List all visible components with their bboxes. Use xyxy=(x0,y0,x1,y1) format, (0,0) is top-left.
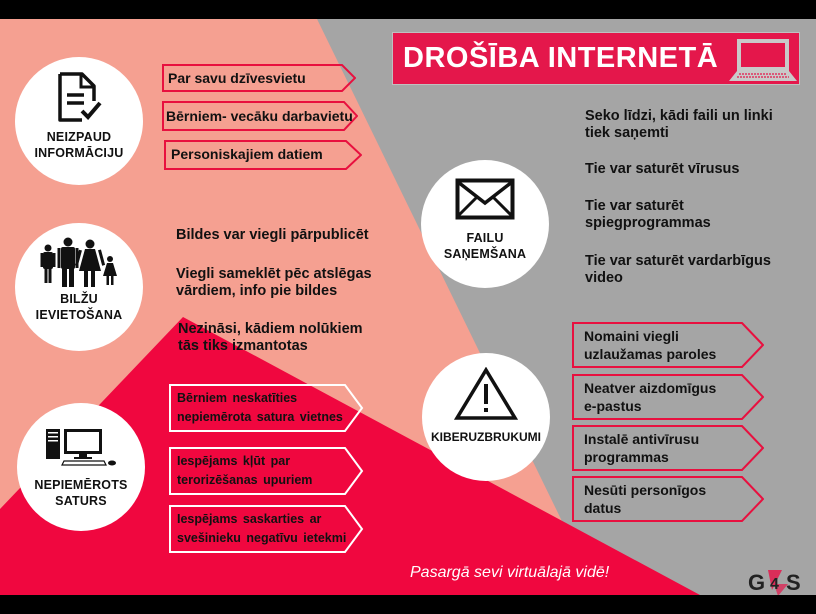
info-item-text: Par savu dzīvesvietu xyxy=(168,70,306,86)
photos-item-line: tās tiks izmantotas xyxy=(178,338,308,354)
document-check-icon xyxy=(54,71,104,123)
info-label-line2: INFORMĀCIJU xyxy=(34,146,124,160)
cyber-item-line: Nomaini viegli xyxy=(584,328,679,344)
content-item-text xyxy=(177,389,343,427)
files-item-line: tiek saņemti xyxy=(585,125,669,141)
cyber-item-text xyxy=(584,481,706,517)
photos-item-line: Nezināsi, kādiem nolūkiem xyxy=(178,321,363,337)
photos-circle xyxy=(15,223,143,351)
envelope-icon xyxy=(455,178,515,220)
files-circle xyxy=(421,160,549,288)
files-item-4 xyxy=(585,253,771,287)
cyber-item-line: Instalē antivīrusu xyxy=(584,431,700,447)
info-item-3 xyxy=(164,140,362,170)
page-title: DROŠĪBA INTERNETĀ xyxy=(403,42,719,74)
family-icon xyxy=(39,237,119,289)
info-item-2 xyxy=(162,101,358,131)
info-label-line1: NEIZPAUD xyxy=(46,130,112,144)
warning-triangle-icon xyxy=(454,367,518,421)
cyber-item-3 xyxy=(572,425,764,471)
cyber-label: KIBERUZBRUKUMI xyxy=(431,430,541,444)
content-item-line: terorizēšanas upuriem xyxy=(177,473,313,487)
content-item-1 xyxy=(169,384,364,432)
cyber-item-line: datus xyxy=(584,500,622,516)
cyber-item-2 xyxy=(572,374,764,420)
content-item-line: nepiemērota satura vietnes xyxy=(177,410,343,424)
info-item-text: Personiskajiem datiem xyxy=(171,146,323,162)
photos-label-line1: BILŽU xyxy=(60,292,98,306)
files-item-line: spiegprogrammas xyxy=(585,215,711,231)
photos-item-line: Bildes var viegli pārpublicēt xyxy=(176,227,369,243)
cyber-item-4 xyxy=(572,476,764,522)
laptop-icon xyxy=(729,37,799,83)
cyber-item-text xyxy=(584,430,699,466)
content-label-line1: NEPIEMĒROTS xyxy=(34,478,128,492)
files-item-line: Seko līdzi, kādi faili un linki xyxy=(585,108,773,124)
content-item-text xyxy=(177,452,312,490)
slogan: Pasargā sevi virtuālajā vidē! xyxy=(410,564,610,581)
content-item-2 xyxy=(169,447,364,495)
svg-text:S: S xyxy=(786,570,801,595)
info-circle xyxy=(15,57,143,185)
info-item-1 xyxy=(162,64,356,92)
files-item-line: Tie var saturēt vardarbīgus xyxy=(585,253,771,269)
desktop-computer-icon xyxy=(44,427,118,467)
cyber-item-line: uzlaužamas paroles xyxy=(584,346,717,362)
files-item-1 xyxy=(585,108,773,142)
infographic-slide xyxy=(0,19,816,595)
files-label-line1: FAILU xyxy=(466,231,504,245)
cyber-item-text xyxy=(584,379,716,415)
content-item-text xyxy=(177,510,346,548)
content-item-line: Bērniem neskatīties xyxy=(177,391,298,405)
info-item-text: Bērniem- vecāku darbavietu xyxy=(166,108,353,124)
files-label-line2: SAŅEMŠANA xyxy=(443,247,527,261)
cyber-item-text xyxy=(584,327,716,363)
content-circle xyxy=(17,403,145,531)
svg-text:G: G xyxy=(748,570,766,595)
cyber-circle xyxy=(422,353,550,481)
content-item-3 xyxy=(169,505,364,553)
photos-item-line: vārdiem, info pie bildes xyxy=(176,283,338,299)
photos-item-3 xyxy=(178,321,363,355)
files-item-2 xyxy=(585,161,739,178)
files-item-3 xyxy=(585,198,711,232)
photos-item-1 xyxy=(176,227,369,244)
content-item-line: Iespējams kļūt par xyxy=(177,454,291,468)
photos-label-line2: IEVIETOŠANA xyxy=(35,308,123,322)
cyber-item-1 xyxy=(572,322,764,368)
files-item-line: video xyxy=(585,270,623,286)
photos-item-2 xyxy=(176,266,372,300)
content-item-line: Iespējams saskarties ar xyxy=(177,512,322,526)
files-item-line: Tie var saturēt xyxy=(585,198,684,214)
title-banner xyxy=(392,32,800,85)
svg-text:4: 4 xyxy=(770,576,779,593)
content-item-line: svešinieku negatīvu ietekmi xyxy=(177,531,347,545)
cyber-item-line: Nesūti personīgos xyxy=(584,482,707,498)
content-label-line2: SATURS xyxy=(55,494,107,508)
cyber-item-line: Neatver aizdomīgus xyxy=(584,380,717,396)
files-item-line: Tie var saturēt vīrusus xyxy=(585,161,740,177)
photos-item-line: Viegli sameklēt pēc atslēgas xyxy=(176,266,372,282)
g4s-logo xyxy=(748,566,806,595)
cyber-item-line: e-pastus xyxy=(584,398,642,414)
cyber-item-line: programmas xyxy=(584,449,669,465)
